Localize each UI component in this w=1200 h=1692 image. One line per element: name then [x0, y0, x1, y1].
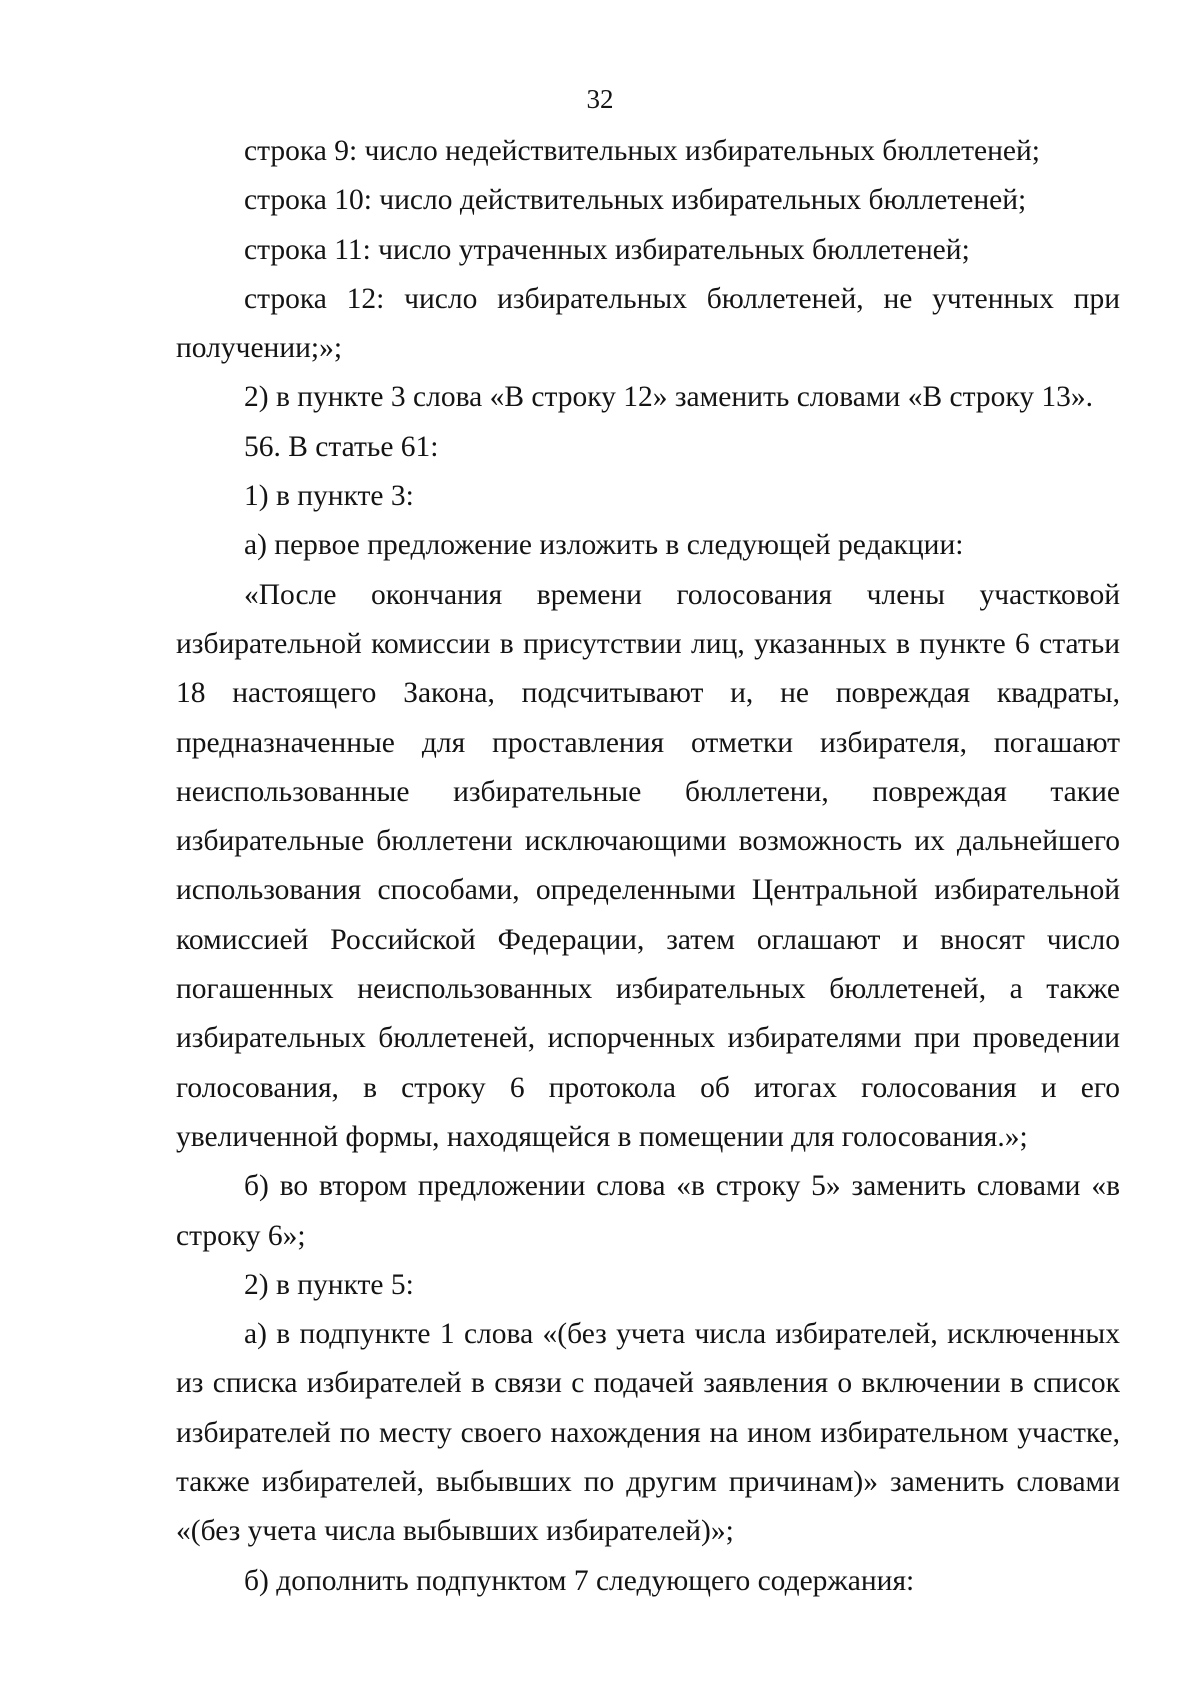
paragraph-quoted-text: «После окончания времени голосования члены участковой избирательной комиссии в присутствии лиц, указанных в пункте 6 статьи 18 настоящего Закона, подсчитывают и, не повреждая квадраты, предназначенные для проставления отметки избирателя, погашают неиспользованные избирательные бюллетени, повреждая такие избирательные бюллетени исключающими возможность их дальнейшего использования способами, определенными Центральной избирательной комиссией Российской Федерации, затем оглашают и вносят число погашенных неиспользованных избирательных бюллетеней, а также избирательных бюллетеней, испорченных избирателями при проведении голосования, в строку 6 протокола об итогах голосования и его увеличенной формы, находящейся в помещении для голосования.»;	[176, 578, 1120, 1153]
paragraph-point-5: 2) в пункте 5:	[244, 1268, 414, 1301]
paragraph-line-12: строка 12: число избирательных бюллетеней, не учтенных при получении;»;	[176, 282, 1120, 365]
paragraph-line-11: строка 11: число утраченных избирательных бюллетеней;	[244, 233, 970, 266]
paragraph-item-2-point-3: 2) в пункте 3 слова «В строку 12» заменить словами «В строку 13».	[244, 381, 1094, 414]
paragraph-subpoint-7: б) дополнить подпунктом 7 следующего содержания:	[244, 1564, 915, 1597]
paragraph-point-3: 1) в пункте 3:	[244, 480, 414, 513]
document-body	[176, 127, 1120, 1606]
paragraph-article-56: 56. В статье 61:	[244, 430, 439, 463]
page-number: 32	[586, 84, 614, 114]
paragraph-first-sentence: а) первое предложение изложить в следующей редакции:	[244, 529, 964, 562]
paragraph-second-sentence: б) во втором предложении слова «в строку 5» заменить словами «в строку 6»;	[176, 1170, 1120, 1252]
paragraph-line-9: строка 9: число недействительных избирательных бюллетеней;	[244, 135, 1040, 167]
paragraph-subpoint-1: а) в подпункте 1 слова «(без учета числа избирателей, исключенных из списка избирателей в связи с подачей заявления о включении в список избирателей по месту своего нахождения на ином избирательном участке, также избирателей, выбывших по другим причинам)» заменить словами «(без учета числа выбывших избирателей)»;	[176, 1318, 1120, 1548]
paragraph-line-10: строка 10: число действительных избирательных бюллетеней;	[244, 184, 1027, 217]
